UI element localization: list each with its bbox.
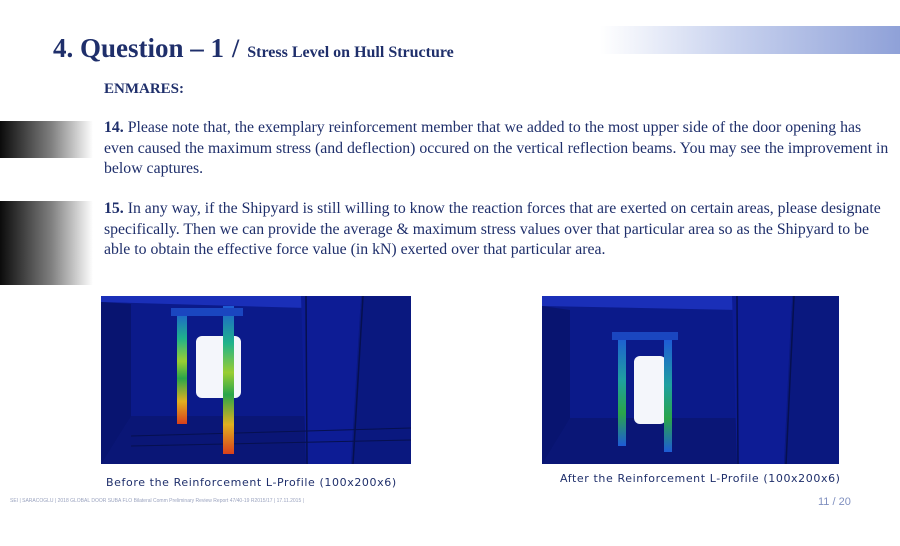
slide-title-main: 4. Question – 1 <box>53 33 225 63</box>
fem-render-before <box>101 296 411 464</box>
paragraph-marker-15 <box>0 201 93 285</box>
slide-title <box>53 28 454 65</box>
fem-image-after <box>542 296 839 464</box>
page-number: 11 / 20 <box>818 496 851 508</box>
header-gradient-bar <box>600 26 900 54</box>
paragraph-text: In any way, if the Shipyard is still willing to know the reaction forces that are exerted on certain areas, please designate specifically. Then we can provide the average & maximum stress values over that particular area so as the Shipyard to be able to obtain the effective force value (in kN) exerted over that particular area. <box>104 200 881 258</box>
fem-image-before <box>101 296 411 464</box>
footer-note: SEI | SARACOGLU | 2018 GLOBAL DOOR SUBA FLO Bilateral Comm Preliminary Review Report 47/40-19 R2015/17 | 17.11.2015 | <box>10 498 304 504</box>
fem-render-after <box>542 296 839 464</box>
paragraph-14 <box>104 118 894 180</box>
paragraph-marker-14 <box>0 121 93 158</box>
paragraph-text: Please note that, the exemplary reinforcement member that we added to the most upper side of the door opening has even caused the maximum stress (and deflection) occured on the vertical reflection beams. You may see the improvement in below captures. <box>104 119 889 177</box>
slide-title-subtitle: Stress Level on Hull Structure <box>247 44 454 61</box>
paragraph-number: 14. <box>104 119 124 136</box>
caption-before: Before the Reinforcement L-Profile (100x200x6) <box>106 476 397 489</box>
paragraph-number: 15. <box>104 200 124 217</box>
paragraph-15 <box>104 199 894 261</box>
caption-after: After the Reinforcement L-Profile (100x200x6) <box>560 472 841 485</box>
section-label: ENMARES: <box>104 81 185 97</box>
slide-title-slash: / <box>232 34 240 63</box>
